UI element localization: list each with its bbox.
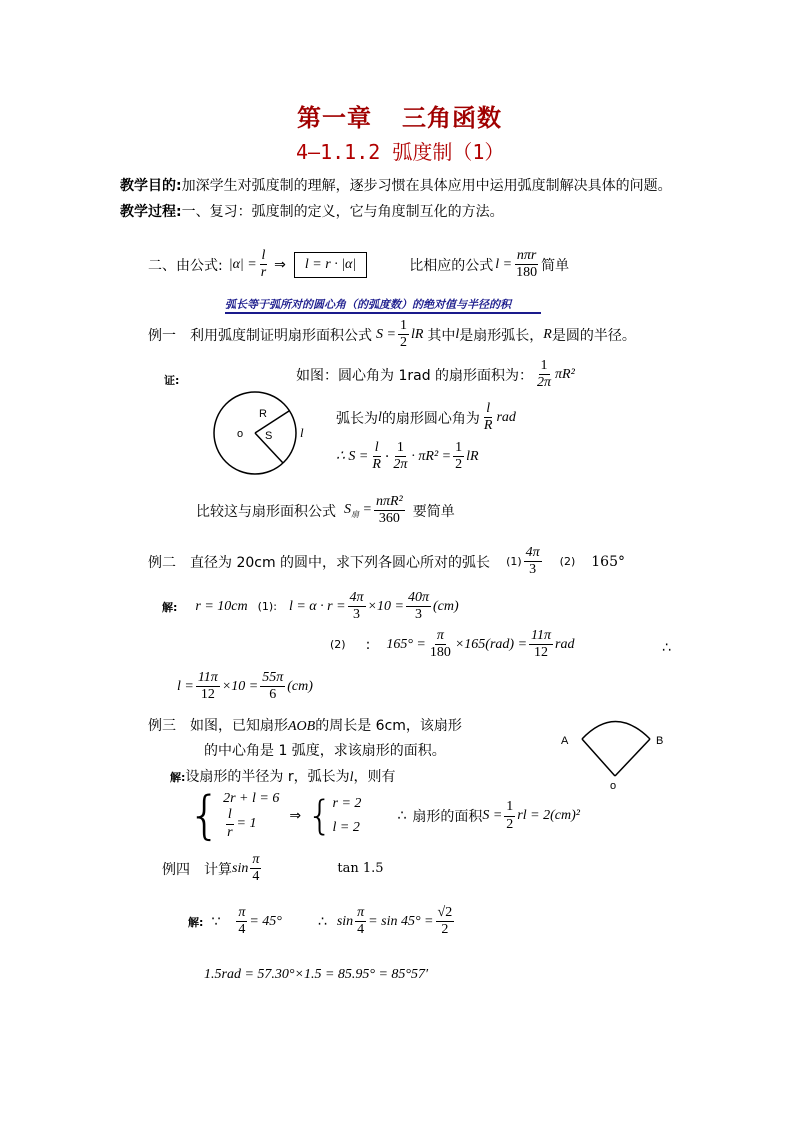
example1-compare: 比较这与扇形面积公式 $S_扇$ = $\frac{\text{nπR²}}{360}$ 要简单 <box>196 494 455 527</box>
example1-proof-line3: ∴ S = $\frac{l}{R}$ · $\frac{1}{2\pi}$ · πR² = $\frac{1}{2}$ lR <box>336 440 479 473</box>
example1-statement: 例一 利用弧度制证明扇形面积公式 S = $\frac{1}{2}$ lR 其中 l 是扇形弧长， R 是圆的半径。 <box>148 318 636 351</box>
label-a: A <box>561 735 569 747</box>
sector-diagram <box>555 712 675 794</box>
example1-proof-label: 证: <box>164 374 180 387</box>
lesson-title: 4—1.1.2 弧度制（1） <box>296 140 505 164</box>
example2-solution3: l = $\frac{11\pi}{12}$ ×10 = $\frac{55\pi}{6}$ (cm) <box>177 670 313 703</box>
label-b: B <box>656 735 664 747</box>
label-o: o <box>237 428 244 440</box>
label-r: R <box>259 408 267 420</box>
arc-length-formula: 二、由公式: |α| = $\frac{l}{r}$ ⇒ l = r · |α| 比相应的公式 l = $\frac{\text{nπr}}{180}$ 简单 <box>148 248 570 281</box>
example4-conversion: 1.5rad = 57.30°×1.5 = 85.95° = 85°57′ <box>204 967 429 982</box>
example2-solution1: 解: r = 10cm (1): l = α · r = $\frac{4\pi}{3}$ ×10 = $\frac{40\pi}{3}$ (cm) <box>162 590 459 623</box>
formula-banner: 弧长等于弧所对的圆心角（的弧度数）的绝对值与半径的积 <box>225 296 541 314</box>
example3-statement-2: 的中心角是 1 弧度，求该扇形的面积。 <box>204 743 446 759</box>
example3-system: { 2r + l = 6 $\frac{l}{r}$ = 1 ⇒ { r = 2 l = 2 ∴ 扇形的面积 S = $\frac{1}{2}$ rl = 2(cm)² <box>188 786 580 846</box>
example3-statement: 例三 如图，已知扇形AOB的周长是 6cm，该扇形 <box>148 718 462 734</box>
example1-proof-line1: 如图：圆心角为 1rad 的扇形面积为： $\frac{1}{2\pi}$ πR² <box>296 358 575 391</box>
example2-solution2: (2) : 165° = $\frac{\pi}{180}$ ×165(rad) = $\frac{11\pi}{12}$ rad <box>330 628 575 661</box>
label-s: S <box>265 430 273 442</box>
circle-diagram <box>205 385 320 485</box>
teaching-aim: 教学目的:加深学生对弧度制的理解，逐步习惯在具体应用中运用弧度制解决具体的问题。 <box>120 178 672 194</box>
label-o: o <box>610 780 617 792</box>
example4-statement: 例四 计算 sin $\frac{\pi}{4}$ tan 1.5 <box>162 852 384 885</box>
label-l: l <box>300 425 304 440</box>
example4-solution: 解: ∵ $\frac{\pi}{4}$ = 45° ∴ sin $\frac{\pi}{4}$ = sin 45° = $\frac{√2}{2}$ <box>188 905 453 938</box>
example3-solution-intro: 解:设扇形的半径为 r，弧长为l，则有 <box>170 769 396 785</box>
example1-proof-line2: 弧长为 l 的扇形圆心角为 $\frac{l}{R}$ rad <box>336 401 516 434</box>
example2-statement: 例二 直径为 20cm 的圆中，求下列各圆心所对的弧长 (1) $\frac{4\pi}{3}$ (2) 165° <box>148 545 625 578</box>
teaching-process: 教学过程:一、复习：弧度制的定义，它与角度制互化的方法。 <box>120 204 504 220</box>
chapter-title: 第一章 三角函数 <box>297 104 502 132</box>
therefore-symbol: ∴ <box>662 640 671 656</box>
